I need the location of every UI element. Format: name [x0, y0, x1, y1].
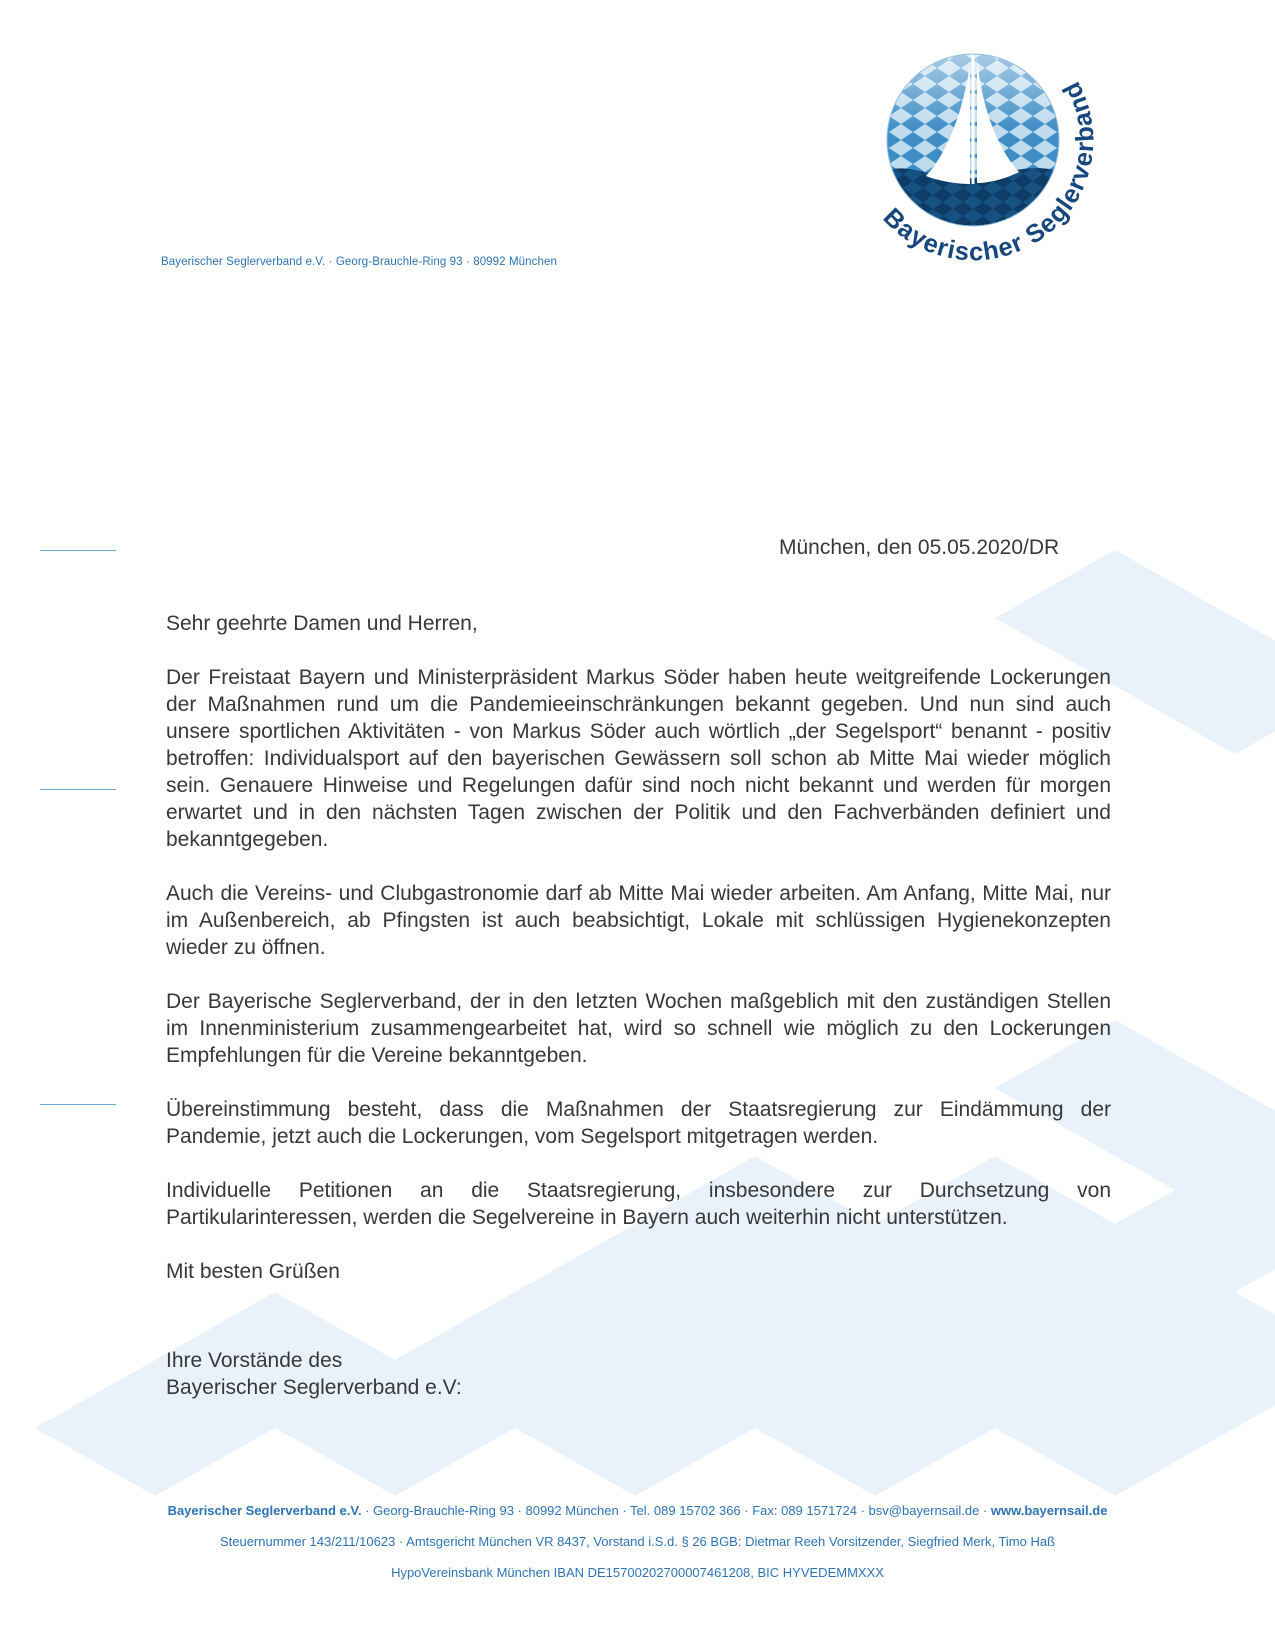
sailboat-icon	[883, 50, 1063, 228]
closing: Mit besten Grüßen	[166, 1260, 340, 1283]
fold-mark-bottom	[40, 1104, 116, 1105]
fold-mark-top	[40, 550, 116, 551]
footer-website: www.bayernsail.de	[990, 1503, 1108, 1518]
letter-body	[166, 610, 1111, 1401]
paragraph: Auch die Vereins- und Clubgastronomie darf ab Mitte Mai wieder arbeiten. Am Anfang, Mitte Mai, nur im Außenbereich, ab Pfingsten ist auch beabsichtigt, Lokale mit schlüssigen Hygienekonzepten wieder zu öffnen.	[166, 882, 1111, 959]
logo-curved-text: Bayerischer Seglerverband	[877, 76, 1100, 267]
footer-line-legal: Steuernummer 143/211/10623 · Amtsgericht München VR 8437, Vorstand i.S.d. § 26 BGB: Dietmar Reeh Vorsitzender, Siegfried Merk, Timo Haß	[219, 1534, 1056, 1549]
footer-contact-text: · Georg-Brauchle-Ring 93 · 80992 München · Tel. 089 15702 366 · Fax: 089 1571724 · bsv@bayernsail.de ·	[361, 1503, 991, 1518]
paragraph: Individuelle Petitionen an die Staatsregierung, insbesondere zur Durchsetzung von Partikularinteressen, werden die Segelvereine in Bayern auch weiterhin nicht unterstützen.	[166, 1179, 1111, 1229]
dateline: München, den 05.05.2020/DR	[779, 536, 1060, 559]
sender-line: Bayerischer Seglerverband e.V. · Georg-Brauchle-Ring 93 · 80992 München	[161, 256, 557, 268]
bsv-sailboat-logo	[853, 20, 1138, 305]
letter-footer	[0, 1503, 1275, 1596]
paragraph: Übereinstimmung besteht, dass die Maßnahmen der Staatsregierung zur Eindämmung der Pandemie, jetzt auch die Lockerungen, vom Segelsport mitgetragen werden.	[166, 1098, 1111, 1148]
signature-line: Bayerischer Seglerverband e.V:	[166, 1376, 462, 1399]
fold-mark-middle	[40, 789, 116, 790]
signature-line: Ihre Vorstände des	[166, 1349, 343, 1372]
paragraph: Der Freistaat Bayern und Ministerpräsident Markus Söder haben heute weitgreifende Lockerungen der Maßnahmen rund um die Pandemieeinschränkungen bekannt gegeben. Und nun sind auch unsere sportlichen Aktivitäten - von Markus Söder auch wörtlich „der Segelsport“ benannt - positiv betroffen: Individualsport auf den bayerischen Gewässern soll schon ab Mitte Mai wieder möglich sein. Genauere Hinweise und Regelungen dafür sind noch nicht bekannt und werden für morgen erwartet und in den nächsten Tagen zwischen der Politik und den Fachverbänden definiert und bekanntgegeben.	[166, 666, 1111, 851]
footer-line-bank: HypoVereinsbank München IBAN DE15700202700007461208, BIC HYVEDEMMXXX	[391, 1565, 884, 1580]
salutation: Sehr geehrte Damen und Herren,	[166, 612, 478, 635]
footer-org-name: Bayerischer Seglerverband e.V.	[167, 1503, 362, 1518]
signature-block	[166, 1347, 1111, 1401]
footer-line-contact	[0, 1503, 1275, 1518]
paragraph: Der Bayerische Seglerverband, der in den letzten Wochen maßgeblich mit den zuständigen Stellen im Innenministerium zusammengearbeitet hat, wird so schnell wie möglich zu den Lockerungen Empfehlungen für die Vereine bekanntgeben.	[166, 990, 1111, 1067]
